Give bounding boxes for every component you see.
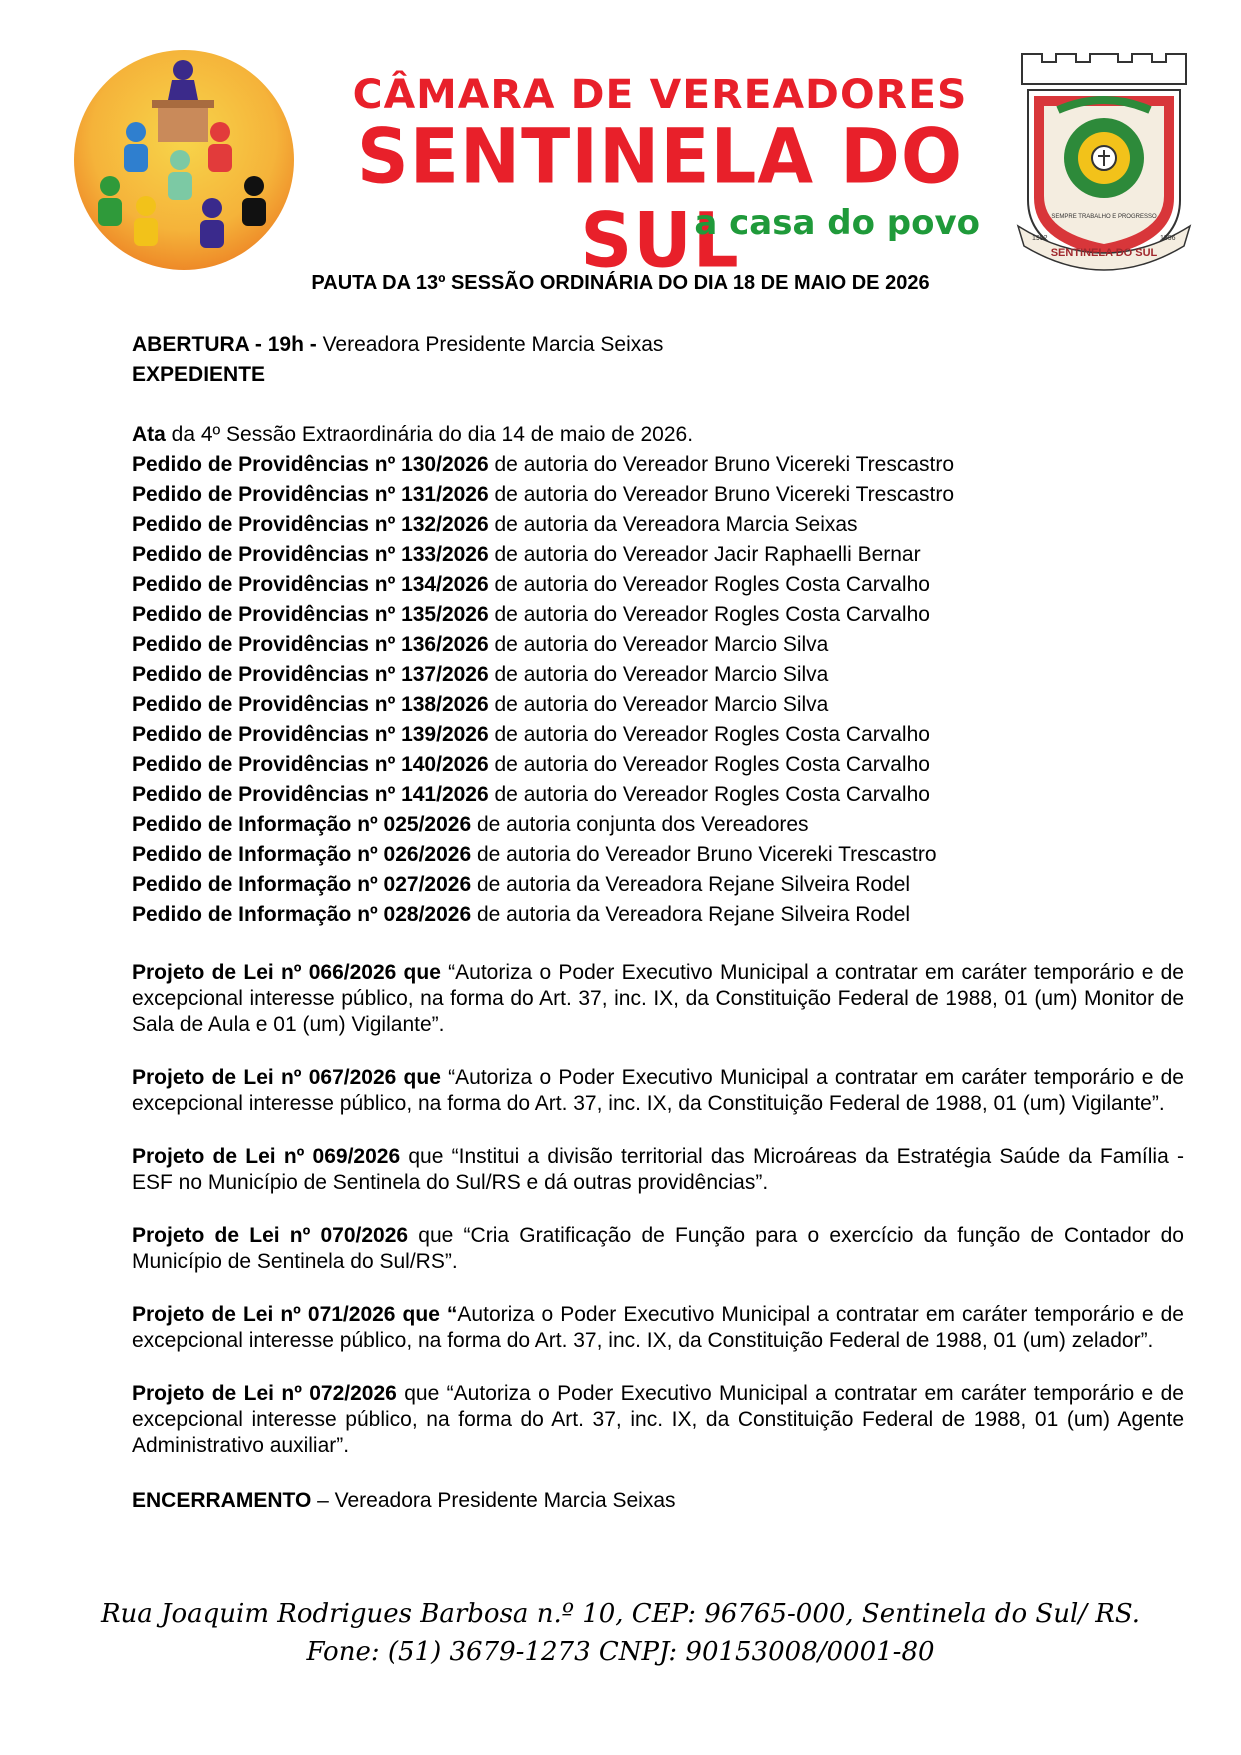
projeto-item: Projeto de Lei nº 071/2026 que “Autoriza o Poder Executivo Municipal a contratar em caráter temporário e de excepcional interesse público, na forma do Art. 37, inc. IX, da Constituição Federal de 1988, 01 (um) zelador”. [132, 1303, 1184, 1352]
list-item: Pedido de Providências nº 130/2026 de autoria do Vereador Bruno Vicereki Trescastro [132, 453, 955, 476]
footer-address: Rua Joaquim Rodrigues Barbosa n.º 10, CEP: 96765-000, Sentinela do Sul/ RS. [100, 1599, 1141, 1629]
encerramento-label: ENCERRAMENTO [132, 1489, 312, 1512]
abertura-line [132, 330, 1184, 360]
encerramento-line [132, 1486, 1184, 1516]
projeto-item: Projeto de Lei nº 069/2026 que “Institui a divisão territorial das Microáreas da Estratégia Saúde da Família - ESF no Município de Sentinela do Sul/RS e dá outras providências”. [132, 1145, 1184, 1194]
list-item: Pedido de Informação nº 027/2026 de autoria da Vereadora Rejane Silveira Rodel [132, 873, 911, 896]
title-line2: SENTINELA DO SUL [356, 111, 964, 285]
ata-line [132, 420, 1184, 450]
list-item: Pedido de Informação nº 028/2026 de autoria da Vereadora Rejane Silveira Rodel [132, 903, 911, 926]
projeto-item: Projeto de Lei nº 066/2026 que “Autoriza o Poder Executivo Municipal a contratar em caráter temporário e de excepcional interesse público, na forma do Art. 37, inc. IX, da Constituição Federal de 1988, 01 (um) Monitor de Sala de Aula e 01 (um) Vigilante”. [132, 961, 1184, 1036]
abertura-text: Vereadora Presidente Marcia Seixas [316, 333, 664, 356]
crest-banner-text: SENTINELA DO SUL [1050, 247, 1158, 259]
chamber-logo-icon [68, 48, 300, 273]
list-item: Pedido de Providências nº 132/2026 de autoria da Vereadora Marcia Seixas [132, 513, 858, 536]
municipal-crest-icon [1014, 50, 1194, 272]
crest-motto-text: SEMPRE TRABALHO E PROGRESSO [1051, 214, 1157, 220]
list-item: Pedido de Providências nº 134/2026 de autoria do Vereador Rogles Costa Carvalho [132, 573, 930, 596]
document-title: PAUTA DA 13º SESSÃO ORDINÁRIA DO DIA 18 DE MAIO DE 2026 [311, 272, 930, 294]
ata-label: Ata [132, 423, 166, 446]
encerramento-text: – Vereadora Presidente Marcia Seixas [311, 1489, 676, 1512]
list-item: Pedido de Providências nº 135/2026 de autoria do Vereador Rogles Costa Carvalho [132, 603, 930, 626]
footer-contact: Fone: (51) 3679-1273 CNPJ: 90153008/0001-80 [306, 1637, 935, 1667]
title-line1: CÂMARA DE VEREADORES [352, 72, 968, 118]
list-item: Pedido de Informação nº 025/2026 de autoria conjunta dos Vereadores [132, 813, 809, 836]
tagline: a casa do povo [694, 203, 980, 243]
crest-year-left: 1992 [1032, 235, 1048, 242]
list-item: Pedido de Providências nº 138/2026 de autoria do Vereador Marcio Silva [132, 693, 829, 716]
expediente-list [132, 420, 1184, 930]
crest-year-right: 1996 [1160, 235, 1176, 242]
list-item: Pedido de Providências nº 140/2026 de autoria do Vereador Rogles Costa Carvalho [132, 753, 930, 776]
footer [0, 1595, 1241, 1671]
list-item: Pedido de Informação nº 026/2026 de autoria do Vereador Bruno Vicereki Trescastro [132, 843, 937, 866]
list-item: Pedido de Providências nº 137/2026 de autoria do Vereador Marcio Silva [132, 663, 829, 686]
projeto-item: Projeto de Lei nº 067/2026 que “Autoriza o Poder Executivo Municipal a contratar em caráter temporário e de excepcional interesse público, na forma do Art. 37, inc. IX, da Constituição Federal de 1988, 01 (um) Vigilante”. [132, 1066, 1184, 1115]
ata-text: da 4º Sessão Extraordinária do dia 14 de maio de 2026. [165, 423, 694, 446]
projeto-item: Projeto de Lei nº 070/2026 que “Cria Gratificação de Função para o exercício da função de Contador do Município de Sentinela do Sul/RS”. [132, 1224, 1184, 1273]
agenda-body [132, 330, 1184, 1516]
list-item: Pedido de Providências nº 131/2026 de autoria do Vereador Bruno Vicereki Trescastro [132, 483, 955, 506]
list-item: Pedido de Providências nº 141/2026 de autoria do Vereador Rogles Costa Carvalho [132, 783, 930, 806]
list-item: Pedido de Providências nº 136/2026 de autoria do Vereador Marcio Silva [132, 633, 829, 656]
projeto-item: Projeto de Lei nº 072/2026 que “Autoriza o Poder Executivo Municipal a contratar em caráter temporário e de excepcional interesse público, na forma do Art. 37, inc. IX, da Constituição Federal de 1988, 01 (um) Agente Administrativo auxiliar”. [132, 1382, 1184, 1457]
expediente-heading: EXPEDIENTE [132, 363, 266, 386]
abertura-label: ABERTURA - 19h - [132, 333, 317, 356]
list-item: Pedido de Providências nº 139/2026 de autoria do Vereador Rogles Costa Carvalho [132, 723, 930, 746]
list-item: Pedido de Providências nº 133/2026 de autoria do Vereador Jacir Raphaelli Bernar [132, 543, 921, 566]
